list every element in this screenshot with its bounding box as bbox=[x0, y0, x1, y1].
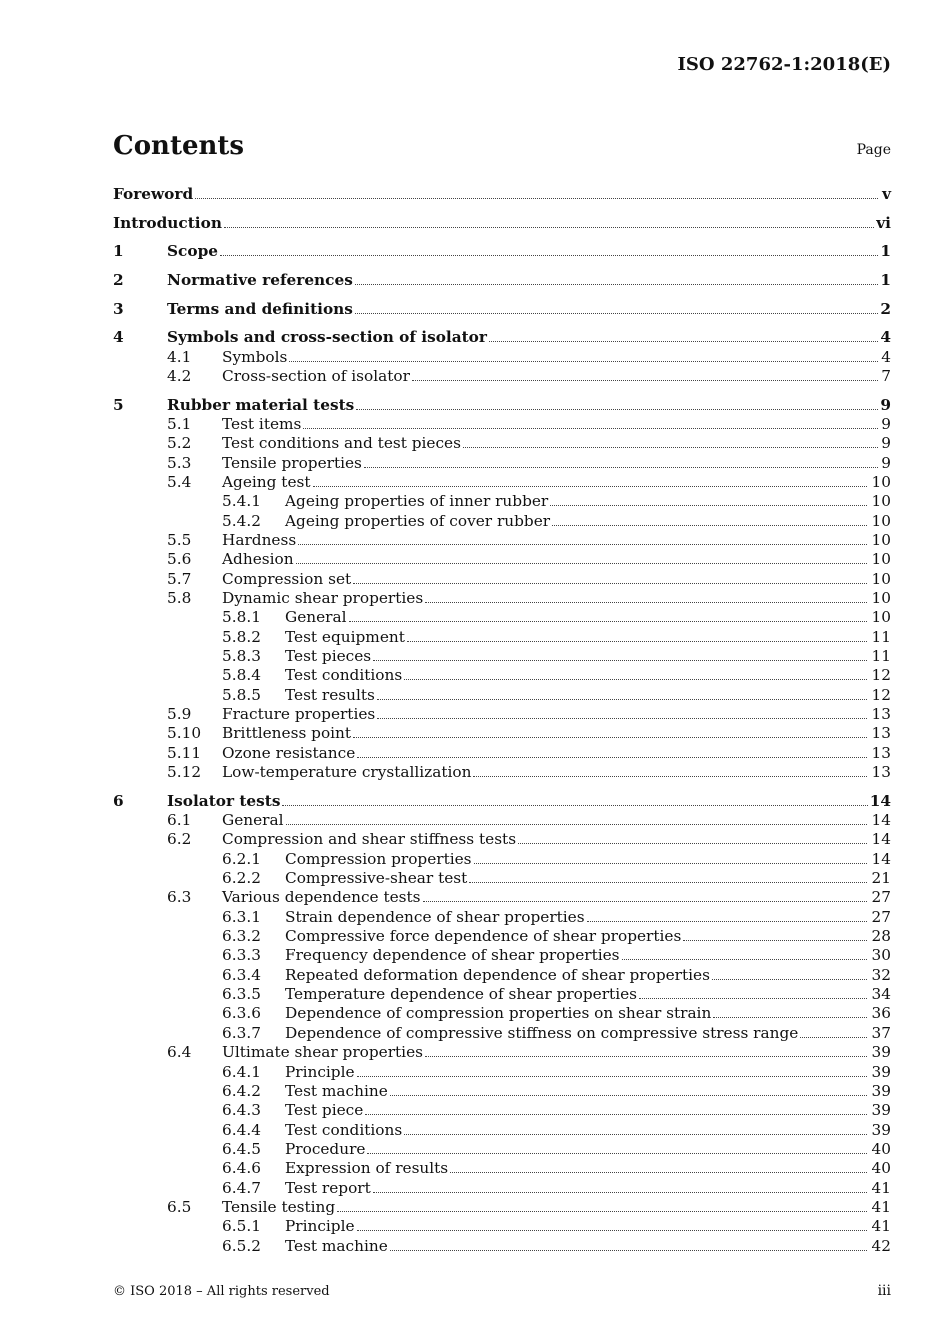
toc-entry-label: Temperature dependence of shear properties bbox=[285, 985, 637, 1004]
toc-entry-number: 6.3.4 bbox=[222, 965, 261, 984]
toc-entry[interactable] bbox=[113, 850, 891, 869]
toc-entry[interactable] bbox=[113, 589, 891, 608]
toc-entry-label: Compression set bbox=[222, 569, 352, 588]
toc-entry-label: Test items bbox=[222, 414, 302, 433]
toc-entry-label: Compressive-shear test bbox=[285, 869, 468, 888]
toc-entry-number: 6.3.1 bbox=[222, 907, 261, 926]
toc-entry-number: 5.8 bbox=[167, 588, 192, 607]
toc-entry-page: 10 bbox=[871, 550, 891, 569]
dot-leader bbox=[195, 185, 878, 199]
dot-leader bbox=[357, 1217, 867, 1231]
toc-entry-page: 39 bbox=[871, 1120, 891, 1139]
toc-entry-number: 5.7 bbox=[167, 569, 192, 588]
toc-entry-number: 5.2 bbox=[167, 434, 192, 453]
toc-entry-label: Brittleness point bbox=[222, 724, 352, 743]
toc-entry-page: 4 bbox=[881, 347, 891, 366]
dot-leader bbox=[289, 348, 878, 362]
dot-leader bbox=[286, 811, 867, 825]
toc-entry-number: 6.4.2 bbox=[222, 1081, 261, 1100]
toc-entry-label: General bbox=[285, 608, 347, 627]
toc-entry-label: Compressive force dependence of shear properties bbox=[285, 927, 682, 946]
toc-entry-label: Dependence of compression properties on shear strain bbox=[285, 1004, 712, 1023]
toc-entry-number: 5.4.2 bbox=[222, 511, 261, 530]
toc-entry-number: 6.4.3 bbox=[222, 1101, 261, 1120]
dot-leader bbox=[373, 647, 867, 661]
toc-entry-page: 40 bbox=[871, 1139, 891, 1158]
toc-entry-number: 5 bbox=[113, 395, 124, 414]
toc-entry-page: 41 bbox=[871, 1178, 891, 1197]
toc-entry-number: 5.3 bbox=[167, 453, 192, 472]
dot-leader bbox=[313, 473, 868, 487]
toc-entry[interactable] bbox=[113, 512, 891, 531]
dot-leader bbox=[390, 1082, 867, 1096]
dot-leader bbox=[404, 1121, 867, 1135]
toc-entry-number: 6.5.1 bbox=[222, 1217, 261, 1236]
toc-entry-number: 5.12 bbox=[167, 763, 202, 782]
toc-entry-label: Ageing properties of inner rubber bbox=[285, 492, 549, 511]
toc-entry-page: 11 bbox=[871, 647, 891, 665]
toc-entry[interactable] bbox=[113, 763, 891, 782]
toc-entry-label: Normative references bbox=[167, 270, 353, 289]
toc-entry[interactable] bbox=[113, 792, 891, 811]
dot-leader bbox=[377, 686, 867, 700]
dot-leader bbox=[296, 550, 867, 564]
table-of-contents bbox=[113, 185, 891, 1256]
toc-entry-number: 6.4.7 bbox=[222, 1178, 261, 1197]
toc-entry-label: Tensile properties bbox=[222, 453, 362, 472]
toc-entry[interactable] bbox=[113, 1101, 891, 1120]
toc-entry-page: 9 bbox=[881, 434, 891, 453]
dot-leader bbox=[282, 792, 867, 806]
toc-entry-number: 2 bbox=[113, 270, 124, 289]
toc-entry-page: 10 bbox=[871, 511, 891, 530]
dot-leader bbox=[800, 1024, 867, 1038]
dot-leader bbox=[364, 454, 878, 468]
toc-entry-page: 10 bbox=[871, 472, 891, 491]
copyright-notice: © ISO 2018 – All rights reserved bbox=[113, 1284, 330, 1299]
toc-entry-page: 13 bbox=[871, 763, 891, 782]
toc-entry[interactable] bbox=[113, 811, 891, 830]
toc-entry-page: 10 bbox=[871, 569, 891, 588]
toc-entry[interactable] bbox=[113, 492, 891, 511]
toc-entry[interactable] bbox=[113, 300, 891, 319]
toc-entry-page: 12 bbox=[871, 666, 891, 685]
toc-entry[interactable] bbox=[113, 927, 891, 946]
toc-entry-label: Procedure bbox=[285, 1139, 366, 1158]
toc-entry[interactable] bbox=[113, 744, 891, 763]
toc-entry-number: 6 bbox=[113, 791, 124, 810]
toc-entry-page: 7 bbox=[881, 366, 891, 385]
toc-entry-page: 4 bbox=[880, 328, 891, 347]
toc-entry-label: Test pieces bbox=[285, 647, 372, 665]
toc-entry-page: 10 bbox=[871, 530, 891, 549]
toc-entry-label: Test machine bbox=[285, 1236, 388, 1255]
toc-entry-number: 6.2.2 bbox=[222, 869, 261, 888]
toc-entry-page: 36 bbox=[871, 1004, 891, 1023]
toc-entry-page: 1 bbox=[880, 270, 891, 289]
toc-entry-label: Scope bbox=[167, 242, 218, 261]
toc-entry-page: v bbox=[882, 185, 891, 203]
toc-entry-page: 14 bbox=[871, 811, 891, 830]
dot-leader bbox=[367, 1140, 867, 1154]
dot-leader bbox=[377, 705, 867, 719]
toc-entry[interactable] bbox=[113, 396, 891, 415]
toc-entry[interactable] bbox=[113, 1004, 891, 1023]
toc-entry-number: 6.2.1 bbox=[222, 849, 261, 868]
toc-entry-number: 6.3.2 bbox=[222, 927, 261, 946]
toc-entry-page: 39 bbox=[871, 1081, 891, 1100]
toc-entry-page: 9 bbox=[880, 395, 891, 414]
toc-entry-label: Test conditions and test pieces bbox=[222, 434, 461, 453]
toc-entry[interactable] bbox=[113, 1063, 891, 1082]
dot-leader bbox=[425, 589, 867, 603]
toc-entry-number: 5.8.5 bbox=[222, 685, 261, 704]
toc-entry-label: Hardness bbox=[222, 530, 297, 549]
document-id: ISO 22762-1:2018(E) bbox=[677, 54, 891, 75]
dot-leader bbox=[365, 1101, 867, 1115]
toc-entry[interactable] bbox=[113, 570, 891, 589]
toc-entry-label: Foreword bbox=[113, 185, 194, 203]
dot-leader bbox=[469, 869, 867, 883]
toc-entry-page: 37 bbox=[871, 1023, 891, 1042]
toc-entry[interactable] bbox=[113, 473, 891, 492]
toc-entry-label: Ultimate shear properties bbox=[222, 1043, 423, 1062]
dot-leader bbox=[355, 300, 878, 314]
toc-entry-label: Tensile testing bbox=[222, 1197, 336, 1216]
toc-entry-page: 14 bbox=[869, 791, 891, 810]
page-title: Contents bbox=[113, 131, 245, 161]
dot-leader bbox=[412, 367, 878, 381]
toc-entry-label: Test equipment bbox=[285, 627, 405, 646]
toc-entry-page: 9 bbox=[881, 453, 891, 472]
dot-leader bbox=[224, 214, 874, 228]
dot-leader bbox=[390, 1237, 867, 1251]
toc-entry-label: Symbols and cross-section of isolator bbox=[167, 328, 487, 347]
toc-entry-label: Various dependence tests bbox=[222, 888, 421, 907]
toc-entry-number: 5.8.2 bbox=[222, 627, 261, 646]
toc-entry-number: 5.4 bbox=[167, 472, 192, 491]
dot-leader bbox=[373, 1179, 867, 1193]
toc-entry[interactable] bbox=[113, 966, 891, 985]
toc-entry-number: 3 bbox=[113, 299, 124, 318]
toc-entry[interactable] bbox=[113, 415, 891, 434]
toc-entry[interactable] bbox=[113, 705, 891, 724]
toc-entry-label: Isolator tests bbox=[167, 791, 281, 810]
toc-entry-label: General bbox=[222, 811, 284, 830]
toc-entry-number: 5.8.4 bbox=[222, 666, 261, 685]
dot-leader bbox=[450, 1159, 867, 1173]
toc-entry-label: Expression of results bbox=[285, 1159, 449, 1178]
toc-entry-page: vi bbox=[876, 213, 891, 232]
toc-entry-page: 39 bbox=[871, 1043, 891, 1062]
toc-entry-number: 4.2 bbox=[167, 366, 192, 385]
dot-leader bbox=[353, 570, 867, 584]
toc-entry-number: 6.3.7 bbox=[222, 1023, 261, 1042]
toc-entry-page: 41 bbox=[871, 1197, 891, 1216]
dot-leader bbox=[713, 1004, 867, 1018]
dot-leader bbox=[473, 763, 867, 777]
toc-entry[interactable] bbox=[113, 869, 891, 888]
toc-entry[interactable] bbox=[113, 434, 891, 453]
toc-entry-label: Dynamic shear properties bbox=[222, 588, 424, 607]
toc-entry-page: 40 bbox=[871, 1159, 891, 1178]
toc-entry-number: 6.5.2 bbox=[222, 1236, 261, 1255]
page-column-label: Page bbox=[856, 142, 891, 158]
dot-leader bbox=[518, 830, 867, 844]
toc-entry-page: 10 bbox=[871, 608, 891, 627]
dot-leader bbox=[550, 492, 867, 506]
toc-entry[interactable] bbox=[113, 454, 891, 473]
toc-entry-number: 5.6 bbox=[167, 550, 192, 569]
toc-entry-number: 5.4.1 bbox=[222, 492, 261, 511]
toc-entry[interactable] bbox=[113, 888, 891, 907]
toc-entry-page: 2 bbox=[880, 299, 891, 318]
toc-entry-label: Ageing properties of cover rubber bbox=[285, 511, 551, 530]
dot-leader bbox=[349, 608, 867, 622]
toc-entry-number: 6.1 bbox=[167, 811, 192, 830]
toc-entry-page: 27 bbox=[871, 907, 891, 926]
dot-leader bbox=[357, 1063, 867, 1077]
toc-entry-number: 6.4.5 bbox=[222, 1139, 261, 1158]
dot-leader bbox=[712, 966, 867, 980]
dot-leader bbox=[587, 908, 867, 922]
toc-entry[interactable] bbox=[113, 348, 891, 367]
toc-entry[interactable] bbox=[113, 367, 891, 386]
toc-entry-label: Fracture properties bbox=[222, 705, 376, 724]
toc-entry-number: 6.2 bbox=[167, 830, 192, 849]
toc-entry[interactable] bbox=[113, 1198, 891, 1217]
dot-leader bbox=[407, 628, 867, 642]
toc-entry-page: 13 bbox=[871, 705, 891, 724]
toc-entry-number: 6.4.1 bbox=[222, 1062, 261, 1081]
toc-entry-number: 6.3.6 bbox=[222, 1004, 261, 1023]
toc-entry-label: Low-temperature crystallization bbox=[222, 763, 472, 782]
toc-entry[interactable] bbox=[113, 985, 891, 1004]
toc-entry-label: Test conditions bbox=[285, 666, 403, 685]
toc-entry[interactable] bbox=[113, 686, 891, 705]
toc-entry-label: Cross-section of isolator bbox=[222, 366, 410, 385]
toc-entry-label: Test conditions bbox=[285, 1120, 403, 1139]
toc-entry-page: 14 bbox=[871, 849, 891, 868]
dot-leader bbox=[552, 512, 867, 526]
dot-leader bbox=[474, 850, 867, 864]
toc-entry-page: 1 bbox=[880, 242, 891, 261]
toc-entry[interactable] bbox=[113, 946, 891, 965]
toc-entry-page: 32 bbox=[871, 965, 891, 984]
toc-entry-label: Ageing test bbox=[222, 472, 311, 491]
toc-entry-page: 10 bbox=[871, 588, 891, 607]
toc-entry-number: 5.5 bbox=[167, 530, 192, 549]
toc-entry[interactable] bbox=[113, 628, 891, 647]
toc-entry-label: Test report bbox=[285, 1178, 371, 1197]
toc-entry-number: 6.4 bbox=[167, 1043, 192, 1062]
toc-entry-label: Test piece bbox=[285, 1101, 364, 1120]
toc-entry-page: 41 bbox=[871, 1217, 891, 1236]
toc-entry-label: Adhesion bbox=[222, 550, 294, 569]
toc-entry[interactable] bbox=[113, 1159, 891, 1178]
toc-entry-number: 6.4.6 bbox=[222, 1159, 261, 1178]
dot-leader bbox=[404, 666, 867, 680]
toc-entry-number: 6.4.4 bbox=[222, 1120, 261, 1139]
toc-entry-page: 21 bbox=[871, 869, 891, 888]
toc-entry[interactable] bbox=[113, 1217, 891, 1236]
toc-entry-page: 34 bbox=[871, 985, 891, 1004]
toc-entry-label: Test machine bbox=[285, 1081, 388, 1100]
dot-leader bbox=[298, 531, 867, 545]
toc-entry-label: Rubber material tests bbox=[167, 395, 355, 414]
toc-entry-label: Principle bbox=[285, 1062, 355, 1081]
toc-entry-page: 39 bbox=[871, 1101, 891, 1120]
toc-entry[interactable] bbox=[113, 531, 891, 550]
toc-entry[interactable] bbox=[113, 271, 891, 290]
toc-entry-number: 6.5 bbox=[167, 1197, 192, 1216]
toc-entry-label: Ozone resistance bbox=[222, 743, 356, 762]
toc-entry-label: Introduction bbox=[113, 213, 222, 232]
toc-entry[interactable] bbox=[113, 185, 891, 204]
dot-leader bbox=[357, 744, 867, 758]
toc-entry-page: 13 bbox=[871, 743, 891, 762]
toc-entry[interactable] bbox=[113, 1082, 891, 1101]
dot-leader bbox=[337, 1198, 867, 1212]
dot-leader bbox=[489, 328, 878, 342]
toc-entry[interactable] bbox=[113, 550, 891, 569]
toc-entry[interactable] bbox=[113, 1121, 891, 1140]
toc-entry-page: 14 bbox=[871, 830, 891, 849]
dot-leader bbox=[639, 985, 867, 999]
dot-leader bbox=[303, 415, 878, 429]
toc-entry-number: 4.1 bbox=[167, 347, 192, 366]
toc-entry[interactable] bbox=[113, 1140, 891, 1159]
toc-entry[interactable] bbox=[113, 608, 891, 627]
toc-entry-number: 6.3.3 bbox=[222, 946, 261, 965]
toc-entry-number: 6.3 bbox=[167, 888, 192, 907]
toc-entry[interactable] bbox=[113, 1043, 891, 1062]
toc-entry-label: Strain dependence of shear properties bbox=[285, 907, 585, 926]
toc-entry-page: 39 bbox=[871, 1062, 891, 1081]
toc-entry-label: Repeated deformation dependence of shear properties bbox=[285, 965, 710, 984]
toc-entry[interactable] bbox=[113, 724, 891, 743]
toc-entry[interactable] bbox=[113, 830, 891, 849]
dot-leader bbox=[463, 434, 878, 448]
toc-entry[interactable] bbox=[113, 1024, 891, 1043]
toc-entry-label: Symbols bbox=[222, 347, 288, 366]
toc-entry[interactable] bbox=[113, 1237, 891, 1256]
toc-entry[interactable] bbox=[113, 242, 891, 261]
toc-entry-number: 5.8.3 bbox=[222, 647, 261, 665]
dot-leader bbox=[356, 396, 878, 410]
toc-entry-number: 6.3.5 bbox=[222, 985, 261, 1004]
dot-leader bbox=[220, 242, 878, 256]
toc-entry-page: 9 bbox=[881, 414, 891, 433]
toc-entry-label: Frequency dependence of shear properties bbox=[285, 946, 620, 965]
toc-entry-page: 27 bbox=[871, 888, 891, 907]
toc-entry[interactable] bbox=[113, 214, 891, 233]
toc-entry[interactable] bbox=[113, 666, 891, 685]
toc-entry-page: 42 bbox=[871, 1236, 891, 1255]
toc-entry-label: Principle bbox=[285, 1217, 355, 1236]
toc-entry-page: 12 bbox=[871, 685, 891, 704]
toc-entry-number: 5.1 bbox=[167, 414, 192, 433]
dot-leader bbox=[423, 888, 867, 902]
dot-leader bbox=[425, 1043, 867, 1057]
dot-leader bbox=[622, 946, 867, 960]
dot-leader bbox=[683, 927, 867, 941]
toc-entry-label: Terms and definitions bbox=[167, 299, 353, 318]
toc-entry-page: 30 bbox=[871, 946, 891, 965]
toc-entry-page: 10 bbox=[871, 492, 891, 511]
dot-leader bbox=[355, 271, 878, 285]
toc-entry-label: Test results bbox=[285, 685, 375, 704]
dot-leader bbox=[353, 724, 867, 738]
toc-entry-label: Dependence of compressive stiffness on compressive stress range bbox=[285, 1023, 799, 1042]
toc-entry-label: Compression properties bbox=[285, 849, 472, 868]
toc-entry-label: Compression and shear stiffness tests bbox=[222, 830, 517, 849]
toc-entry-page: 13 bbox=[871, 724, 891, 743]
page-number: iii bbox=[877, 1283, 891, 1299]
toc-entry-number: 5.8.1 bbox=[222, 608, 261, 627]
toc-entry[interactable] bbox=[113, 647, 891, 666]
toc-entry[interactable] bbox=[113, 908, 891, 927]
toc-entry[interactable] bbox=[113, 328, 891, 347]
toc-entry-number: 5.10 bbox=[167, 724, 202, 743]
toc-entry-number: 5.9 bbox=[167, 705, 192, 724]
toc-entry-page: 11 bbox=[871, 627, 891, 646]
toc-entry-number: 5.11 bbox=[167, 743, 202, 762]
toc-entry-page: 28 bbox=[871, 927, 891, 946]
toc-entry-number: 4 bbox=[113, 328, 124, 347]
toc-entry[interactable] bbox=[113, 1179, 891, 1198]
toc-entry-number: 1 bbox=[113, 242, 124, 261]
